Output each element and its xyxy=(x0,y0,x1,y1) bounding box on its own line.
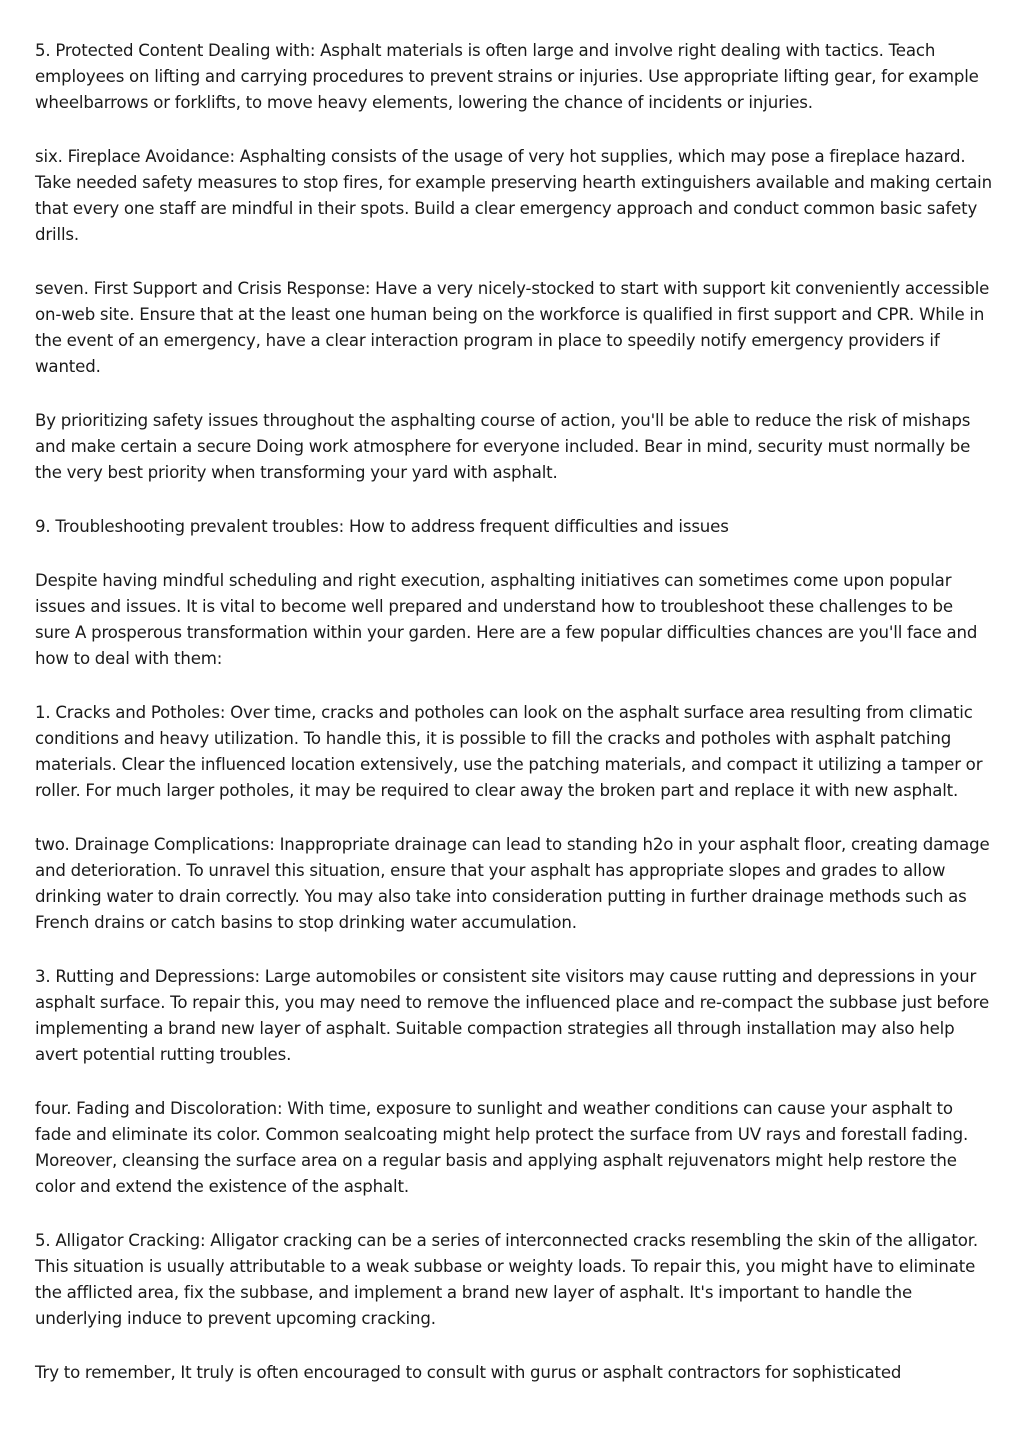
paragraph-closing: Try to remember, It truly is often encouraged to consult with gurus or asphalt contractors for sophisticated xyxy=(35,1363,902,1382)
paragraph-rutting: 3. Rutting and Depressions: Large automobiles or consistent site visitors may cause rutting and depressions in your asphalt surface. To repair this, you may need to remove the influenced place and re-compact the subbase just before implementing a brand new layer of asphalt. Suitable compaction strategies all through installation may also help avert potential rutting troubles. xyxy=(35,967,990,1064)
paragraph-fading: four. Fading and Discoloration: With time, exposure to sunlight and weather conditions can cause your asphalt to fade and eliminate its color. Common sealcoating might help protect the surface from UV rays and forestall fading. Moreover, cleansing the surface area on a regular basis and applying asphalt rejuvenators might help restore the color and extend the existence of the asphalt. xyxy=(35,1099,969,1196)
paragraph-fire-avoidance: six. Fireplace Avoidance: Asphalting consists of the usage of very hot supplies, which may pose a fireplace hazard. Take needed safety measures to stop fires, for example preserving hearth extinguishers available and making certain that every one staff are mindful in their spots. Build a clear emergency approach and conduct common basic safety drills. xyxy=(35,147,992,244)
section-heading-troubleshooting: 9. Troubleshooting prevalent troubles: How to address frequent difficulties and issues xyxy=(35,517,729,536)
document-body xyxy=(35,38,993,1414)
paragraph-troubleshooting-intro: Despite having mindful scheduling and right execution, asphalting initiatives can sometimes come upon popular issues and issues. It is vital to become well prepared and understand how to troubleshoot these challenges to be sure A prosperous transformation within your garden. Here are a few popular difficulties chances are you'll face and how to deal with them: xyxy=(35,571,978,668)
paragraph-first-aid: seven. First Support and Crisis Response: Have a very nicely-stocked to start with support kit conveniently accessible on-web site. Ensure that at the least one human being on the workforce is qualified in first support and CPR. While in the event of an emergency, have a clear interaction program in place to speedily notify emergency providers if wanted. xyxy=(35,279,990,376)
paragraph-protected-content-handling: 5. Protected Content Dealing with: Asphalt materials is often large and involve right dealing with tactics. Teach employees on lifting and carrying procedures to prevent strains or injuries. Use appropriate lifting gear, for example wheelbarrows or forklifts, to move heavy elements, lowering the chance of incidents or injuries. xyxy=(35,41,979,112)
paragraph-cracks-potholes: 1. Cracks and Potholes: Over time, cracks and potholes can look on the asphalt surface area resulting from climatic conditions and heavy utilization. To handle this, it is possible to fill the cracks and potholes with asphalt patching materials. Clear the influenced location extensively, use the patching materials, and compact it utilizing a tamper or roller. For much larger potholes, it may be required to clear away the broken part and replace it with new asphalt. xyxy=(35,703,983,800)
paragraph-drainage: two. Drainage Complications: Inappropriate drainage can lead to standing h2o in your asphalt floor, creating damage and deterioration. To unravel this situation, ensure that your asphalt has appropriate slopes and grades to allow drinking water to drain correctly. You may also take into consideration putting in further drainage methods such as French drains or catch basins to stop drinking water accumulation. xyxy=(35,835,990,932)
paragraph-alligator-cracking: 5. Alligator Cracking: Alligator cracking can be a series of interconnected cracks resembling the skin of the alligator. This situation is usually attributable to a weak subbase or weighty loads. To repair this, you might have to eliminate the afflicted area, fix the subbase, and implement a brand new layer of asphalt. It's important to handle the underlying induce to prevent upcoming cracking. xyxy=(35,1231,978,1328)
paragraph-safety-summary: By prioritizing safety issues throughout the asphalting course of action, you'll be able to reduce the risk of mishaps and make certain a secure Doing work atmosphere for everyone included. Bear in mind, security must normally be the very best priority when transforming your yard with asphalt. xyxy=(35,411,971,482)
